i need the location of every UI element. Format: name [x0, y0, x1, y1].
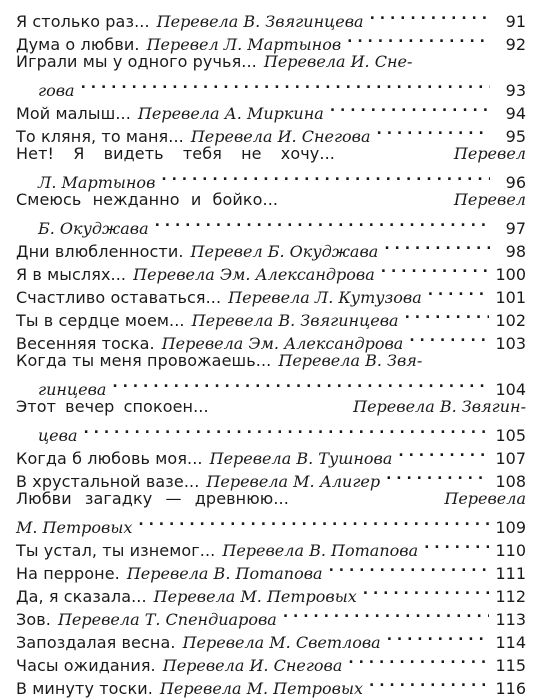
page-number: 105: [495, 426, 526, 445]
page-number: 114: [495, 633, 526, 652]
page-number: 93: [505, 81, 526, 100]
toc-entry: [16, 464, 526, 491]
leader-dots: [138, 510, 489, 533]
translator-continued: М. Петровых: [16, 518, 133, 537]
toc-entry: [16, 234, 526, 261]
poem-title: То кляня, то маня...: [16, 127, 184, 146]
leader-dots: [386, 464, 489, 487]
table-of-contents: [16, 4, 526, 698]
leader-dots: [387, 625, 490, 648]
toc-entry: [16, 326, 526, 353]
poem-title: В хрустальной вазе...: [16, 472, 200, 491]
translator: Перевела: [444, 489, 526, 508]
leader-dots: [348, 648, 489, 671]
toc-entry: [16, 395, 526, 445]
poem-title: Да, я сказала...: [16, 587, 147, 606]
toc-entry: [16, 533, 526, 560]
leader-dots: [112, 372, 489, 395]
translator: Перевела И. Снегова: [162, 656, 343, 675]
poem-title: Играли мы у одного ручья...: [16, 52, 257, 71]
page-number: 107: [495, 449, 526, 468]
translator: Перевела В. Звягинцева: [191, 311, 399, 330]
leader-dots: [370, 4, 490, 27]
page-number: 113: [495, 610, 526, 629]
translator: Перевела И. Снегова: [190, 127, 371, 146]
leader-dots: [161, 165, 490, 188]
poem-title: Мой малыш...: [16, 104, 131, 123]
toc-entry: [16, 119, 526, 146]
poem-title: Когда б любовь моя...: [16, 449, 203, 468]
leader-dots: [283, 602, 490, 625]
translator: Перевела А. Миркина: [137, 104, 324, 123]
translator: Перевела М. Петровых: [159, 679, 364, 698]
toc-entry: [16, 257, 526, 284]
poem-title: Я в мыслях...: [16, 265, 127, 284]
toc-entry: [16, 556, 526, 583]
toc-entry: [16, 280, 526, 307]
poem-title: Дни влюбленности.: [16, 242, 184, 261]
page-number: 103: [495, 334, 526, 353]
leader-dots: [384, 234, 490, 257]
toc-entry: [16, 4, 526, 31]
translator-continued: гинцева: [38, 380, 107, 399]
toc-entry: [16, 27, 526, 54]
page-number: 116: [495, 679, 526, 698]
toc-entry: [16, 625, 526, 652]
translator: Перевел: [453, 144, 526, 163]
translator: Перевела М. Светлова: [182, 633, 381, 652]
poem-title: Смеюсь нежданно и бойко...: [16, 190, 279, 209]
page-number: 102: [495, 311, 526, 330]
translator: Перевела В. Звягин-: [353, 397, 526, 416]
page-number: 95: [505, 127, 526, 146]
translator: Перевел Б. Окуджава: [190, 242, 379, 261]
translator-continued: цева: [38, 426, 78, 445]
translator-continued: Л. Мартынов: [38, 173, 156, 192]
poem-title: В минуту тоски.: [16, 679, 153, 698]
translator: Перевела Т. Спендиарова: [57, 610, 277, 629]
poem-title: Ты в сердце моем...: [16, 311, 185, 330]
toc-entry: [16, 188, 526, 238]
page-number: 115: [495, 656, 526, 675]
leader-dots: [428, 280, 490, 303]
page-number: 108: [495, 472, 526, 491]
page-number: 104: [495, 380, 526, 399]
translator: Перевела И. Сне-: [263, 52, 413, 71]
leader-dots: [329, 556, 490, 579]
translator: Перевела Эм. Александрова: [133, 265, 375, 284]
translator-continued: гова: [38, 81, 75, 100]
page-number: 112: [495, 587, 526, 606]
leader-dots: [369, 671, 489, 694]
toc-entry: [16, 142, 526, 192]
leader-dots: [405, 303, 490, 326]
poem-title: Счастливо оставаться...: [16, 288, 222, 307]
page-number: 100: [495, 265, 526, 284]
poem-title: Этот вечер спокоен...: [16, 397, 209, 416]
page-number: 98: [505, 242, 526, 261]
poem-title: Ты устал, ты изнемог...: [16, 541, 216, 560]
translator: Перевела В. Звягинцева: [156, 12, 364, 31]
page-number: 94: [505, 104, 526, 123]
toc-entry: [16, 579, 526, 606]
toc-entry: [16, 50, 526, 100]
poem-title: Запоздалая весна.: [16, 633, 176, 652]
poem-title: На перроне.: [16, 564, 120, 583]
toc-entry: [16, 303, 526, 330]
toc-entry: [16, 441, 526, 468]
toc-entry: [16, 96, 526, 123]
leader-dots: [330, 96, 490, 119]
leader-dots: [347, 27, 490, 50]
poem-title: Я столько раз...: [16, 12, 150, 31]
poem-title: Любви загадку — древнюю...: [16, 489, 289, 508]
translator: Перевела М. Петровых: [153, 587, 357, 606]
poem-title: Часы ожидания.: [16, 656, 156, 675]
translator: Перевела В. Потапова: [126, 564, 323, 583]
poem-title: Дума о любви.: [16, 35, 140, 54]
translator: Перевела Эм. Александрова: [161, 334, 404, 353]
poem-title: Нет! Я видеть тебя не хочу...: [16, 144, 335, 163]
leader-dots: [381, 257, 490, 280]
leader-dots: [409, 326, 489, 349]
leader-dots: [377, 119, 490, 142]
leader-dots: [363, 579, 490, 602]
translator: Перевел Л. Мартынов: [146, 35, 342, 54]
leader-dots: [424, 533, 489, 556]
translator: Перевел: [453, 190, 526, 209]
page-number: 91: [505, 12, 526, 31]
page-number: 110: [495, 541, 526, 560]
toc-entry: [16, 648, 526, 675]
leader-dots: [81, 73, 490, 96]
page-number: 109: [495, 518, 526, 537]
translator: Перевела М. Алигер: [206, 472, 381, 491]
page-number: 97: [505, 219, 526, 238]
translator: Перевела В. Тушнова: [209, 449, 393, 468]
toc-entry: [16, 671, 526, 698]
translator: Перевела Л. Кутузова: [228, 288, 422, 307]
translator-continued: Б. Окуджава: [38, 219, 149, 238]
translator: Перевела В. Звя-: [278, 351, 423, 370]
toc-entry: [16, 349, 526, 399]
leader-dots: [155, 211, 490, 234]
poem-title: Зов.: [16, 610, 51, 629]
page-number: 92: [505, 35, 526, 54]
page-number: 111: [495, 564, 526, 583]
toc-entry: [16, 487, 526, 537]
leader-dots: [398, 441, 489, 464]
toc-entry: [16, 602, 526, 629]
page-number: 96: [505, 173, 526, 192]
poem-title: Когда ты меня провожаешь...: [16, 351, 272, 370]
translator: Перевела В. Потапова: [222, 541, 419, 560]
page-number: 101: [495, 288, 526, 307]
leader-dots: [83, 418, 489, 441]
poem-title: Весенняя тоска.: [16, 334, 155, 353]
